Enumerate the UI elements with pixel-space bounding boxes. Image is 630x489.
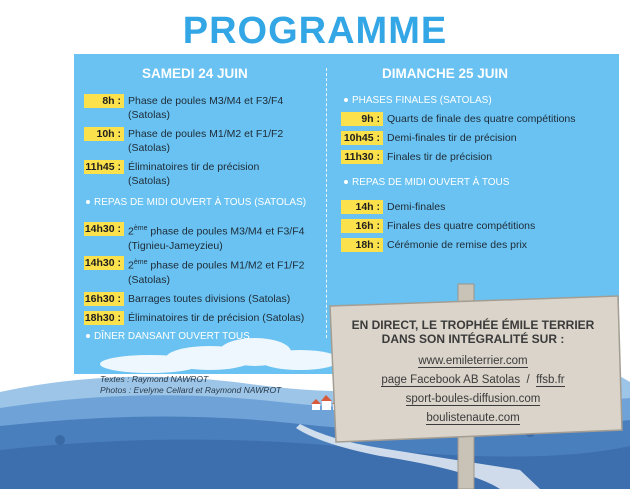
credits-texts: Textes : Raymond NAWROT bbox=[100, 374, 209, 384]
event-location: (Satolas) bbox=[128, 273, 171, 286]
sunday-heading: DIMANCHE 25 JUIN bbox=[382, 66, 509, 81]
diffusion-link-text: sport-boules-diffusion.com bbox=[405, 393, 541, 405]
bullet-text: DÎNER DANSANT OUVERT TOUS bbox=[94, 331, 250, 342]
bullet-text: PHASES FINALES (SATOLAS) bbox=[352, 95, 492, 106]
event-description: Demi-finales tir de précision bbox=[387, 132, 517, 144]
page-title: PROGRAMME bbox=[182, 10, 448, 52]
event-text: Éliminatoires tir de précision bbox=[128, 161, 260, 173]
event-description: Finales des quatre compétitions bbox=[387, 220, 536, 232]
time-label: 14h30 : bbox=[84, 256, 124, 270]
event-description: Quarts de finale des quatre compétitions bbox=[387, 113, 576, 125]
time-label: 14h : bbox=[341, 200, 383, 214]
time-label: 11h45 : bbox=[84, 160, 124, 174]
time-label: 9h : bbox=[341, 112, 383, 126]
ffsb-link[interactable]: ffsb.fr bbox=[536, 374, 565, 386]
link-separator: / bbox=[526, 374, 530, 386]
time-label: 10h : bbox=[84, 127, 124, 141]
bullet-text: REPAS DE MIDI OUVERT À TOUS bbox=[352, 177, 510, 188]
event-location: (Satolas) bbox=[128, 175, 171, 187]
event-description: Finales tir de précision bbox=[387, 151, 493, 163]
broadcast-sign bbox=[328, 318, 618, 428]
event-text: phase de poules M1/M2 et F1/F2 bbox=[147, 259, 305, 272]
time-label: 16h30 : bbox=[84, 292, 124, 306]
event-description: Éliminatoires tir de précision (Satolas) bbox=[128, 312, 305, 324]
time-label: 14h30 : bbox=[84, 222, 124, 236]
website-link-text: www.emileterrier.com bbox=[418, 355, 528, 367]
ordinal-number: 2 bbox=[128, 259, 134, 272]
website-link[interactable] bbox=[328, 352, 618, 371]
boulistenaute-link[interactable] bbox=[328, 409, 618, 428]
diffusion-link[interactable] bbox=[328, 390, 618, 409]
event-text: phase de poules M3/M4 et F3/F4 bbox=[147, 225, 305, 238]
facebook-link-row bbox=[328, 371, 618, 390]
event-location: (Satolas) bbox=[128, 142, 171, 154]
event-description: Barrages toutes divisions (Satolas) bbox=[128, 293, 291, 305]
ordinal-suffix: ème bbox=[133, 259, 148, 266]
boulistenaute-link-text: boulistenaute.com bbox=[426, 412, 520, 424]
time-label: 16h : bbox=[341, 219, 383, 233]
sign-heading-line2: DANS SON INTÉGRALITÉ SUR : bbox=[381, 332, 565, 346]
time-label: 18h : bbox=[341, 238, 383, 252]
bullet-text: REPAS DE MIDI OUVERT À TOUS (SATOLAS) bbox=[94, 197, 307, 208]
credits-photos: Photos : Evelyne Cellard et Raymond NAWROT bbox=[100, 385, 282, 395]
ordinal-number: 2 bbox=[128, 225, 134, 238]
time-label: 8h : bbox=[84, 94, 124, 108]
time-label: 10h45 : bbox=[341, 131, 383, 145]
saturday-heading: SAMEDI 24 JUIN bbox=[142, 66, 248, 81]
event-location: (Satolas) bbox=[128, 109, 171, 121]
event-text: Phase de poules M3/M4 et F3/F4 bbox=[128, 95, 284, 107]
time-label: 11h30 : bbox=[341, 150, 383, 164]
time-label: 18h30 : bbox=[84, 311, 124, 325]
event-location: (Tignieu-Jameyzieu) bbox=[128, 239, 223, 252]
sign-heading-line1: EN DIRECT, LE TROPHÉE ÉMILE TERRIER bbox=[351, 318, 595, 332]
event-text: Phase de poules M1/M2 et F1/F2 bbox=[128, 128, 284, 140]
facebook-link[interactable]: page Facebook AB Satolas bbox=[381, 374, 521, 386]
event-description: Cérémonie de remise des prix bbox=[387, 239, 528, 251]
event-description: Demi-finales bbox=[387, 201, 446, 213]
ordinal-suffix: ème bbox=[133, 225, 148, 232]
